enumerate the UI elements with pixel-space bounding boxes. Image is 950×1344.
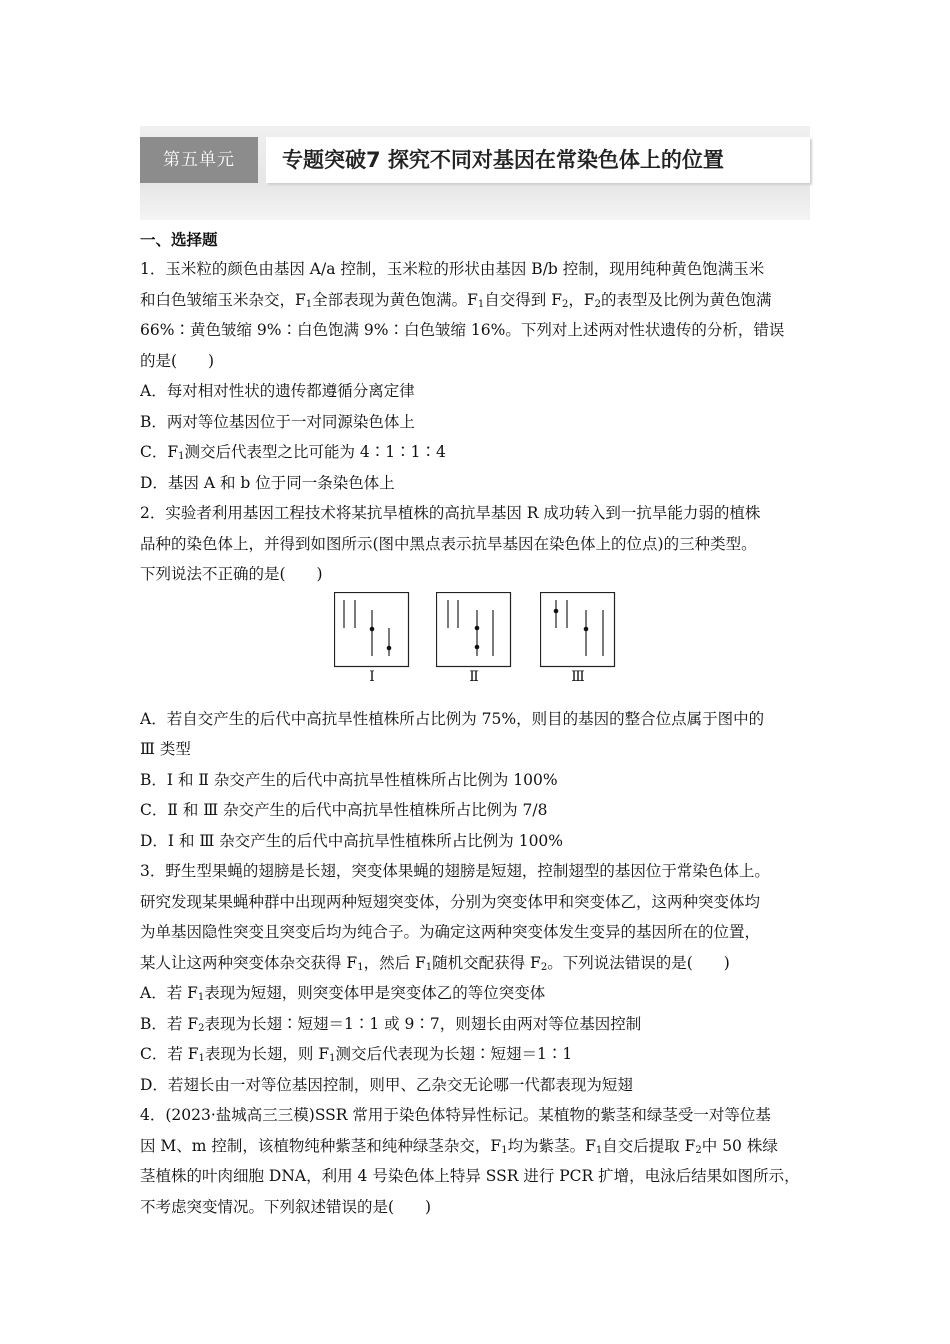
q4-line: 4．(2023·盐城高三三模)SSR 常用于染色体特异性标记。某植物的紫茎和绿茎受一对等位基 — [140, 1106, 771, 1124]
q3-option-c: C．若 $F_1$表现为长翅，则 $F_1$测交后代表现为长翅∶短翅＝1∶1 — [140, 1045, 573, 1064]
question-1 — [140, 254, 812, 498]
q3-option-a: A．若 $F_1$表现为短翅，则突变体甲是突变体乙的等位突变体 — [140, 984, 546, 1003]
q3-line: 为单基因隐性突变且突变后均为纯合子。为确定这两种突变体发生变异的基因所在的位置， — [140, 923, 761, 941]
q3-line: 某人让这两种突变体杂交获得 $F_1$，然后 $F_1$随机交配获得 $F_2$。下列说法错误的是( ) — [140, 953, 730, 973]
q1-option-b: B．两对等位基因位于一对同源染色体上 — [140, 412, 415, 431]
question-4 — [140, 1100, 812, 1222]
q1-line: 66%∶黄色皱缩 9%∶白色饱满 9%∶白色皱缩 16%。下列对上述两对性状遗传的分析，错误 — [140, 321, 785, 339]
q2-line: 品种的染色体上，并得到如图所示(图中黑点表示抗旱基因在染色体上的位点)的三种类型。 — [140, 534, 757, 553]
unit-label: 第五单元 — [140, 137, 258, 183]
q1-option-d: D．基因 A 和 b 位于同一条染色体上 — [140, 473, 395, 492]
q1-option-c: C．$F_1$测交后代表型之比可能为 4∶1∶1∶4 — [140, 443, 446, 462]
q2-line: 下列说法不正确的是( ) — [140, 565, 323, 583]
q2-option-d: D．Ⅰ 和 Ⅲ 杂交产生的后代中高抗旱性植株所占比例为 100% — [140, 831, 564, 850]
q1-line: 和白色皱缩玉米杂交，$F_1$全部表现为黄色饱满。$F_1$自交得到 $F_2$，$F_2$的表型及比例为黄色饱满 — [140, 290, 772, 310]
q1-line: 的是( ) — [140, 351, 215, 370]
figure-label-i: Ⅰ — [369, 668, 375, 685]
chromosome-diagram-i — [334, 592, 410, 668]
section-heading: 一、选择题 — [140, 231, 218, 249]
q3-option-d: D．若翅长由一对等位基因控制，则甲、乙杂交无论哪一代都表现为短翅 — [140, 1075, 633, 1094]
q2-option-a: A．若自交产生的后代中高抗旱性植株所占比例为 75%，则目的基因的整合位点属于图中的 — [140, 709, 765, 728]
q2-option-a-cont: Ⅲ 类型 — [140, 740, 191, 758]
q2-option-c: C．Ⅱ 和 Ⅲ 杂交产生的后代中高抗旱性植株所占比例为 7/8 — [140, 801, 548, 819]
q3-option-b: B．若 $F_2$表现为长翅∶短翅＝1∶1 或 9∶7，则翅长由两对等位基因控制 — [140, 1014, 642, 1034]
q4-line: 因 M、m 控制，该植物纯种紫茎和纯种绿茎杂交，$F_1$均为紫茎。$F_1$自交后提取 $F_2$中 50 株绿 — [140, 1136, 778, 1156]
document-body — [140, 226, 812, 1222]
question-2 — [140, 498, 812, 856]
q2-option-b: B．Ⅰ 和 Ⅱ 杂交产生的后代中高抗旱性植株所占比例为 100% — [140, 770, 558, 789]
figure-panel-ii — [436, 592, 512, 685]
chromosome-figure — [140, 592, 812, 700]
page-title: 专题突破7 探究不同对基因在常染色体上的位置 — [282, 148, 724, 172]
figure-panel-iii — [540, 592, 616, 685]
q4-line: 不考虑突变情况。下列叙述错误的是( ) — [140, 1197, 432, 1216]
q2-line: 2．实验者利用基因工程技术将某抗旱植株的高抗旱基因 R 成功转入到一抗旱能力弱的植株 — [140, 504, 761, 522]
q1-line: 1．玉米粒的颜色由基因 A/a 控制，玉米粒的形状由基因 B/b 控制，现用纯种黄色饱满玉米 — [140, 260, 765, 278]
q4-line: 茎植株的叶肉细胞 DNA，利用 4 号染色体上特异 SSR 进行 PCR 扩增，电泳后结果如图所示， — [140, 1167, 800, 1185]
figure-panel-i — [334, 592, 410, 685]
figure-label-ii: Ⅱ — [469, 668, 479, 685]
figure-label-iii: Ⅲ — [571, 668, 585, 685]
q3-line: 研究发现某果蝇种群中出现两种短翅突变体，分别为突变体甲和突变体乙，这两种突变体均 — [140, 892, 761, 911]
q3-line: 3．野生型果蝇的翅膀是长翅，突变体果蝇的翅膀是短翅，控制翅型的基因位于常染色体上。 — [140, 862, 770, 880]
q1-option-a: A．每对相对性状的遗传都遵循分离定律 — [140, 382, 415, 400]
chromosome-diagram-iii — [540, 592, 616, 668]
chromosome-diagram-ii — [436, 592, 512, 668]
question-3 — [140, 856, 812, 1100]
